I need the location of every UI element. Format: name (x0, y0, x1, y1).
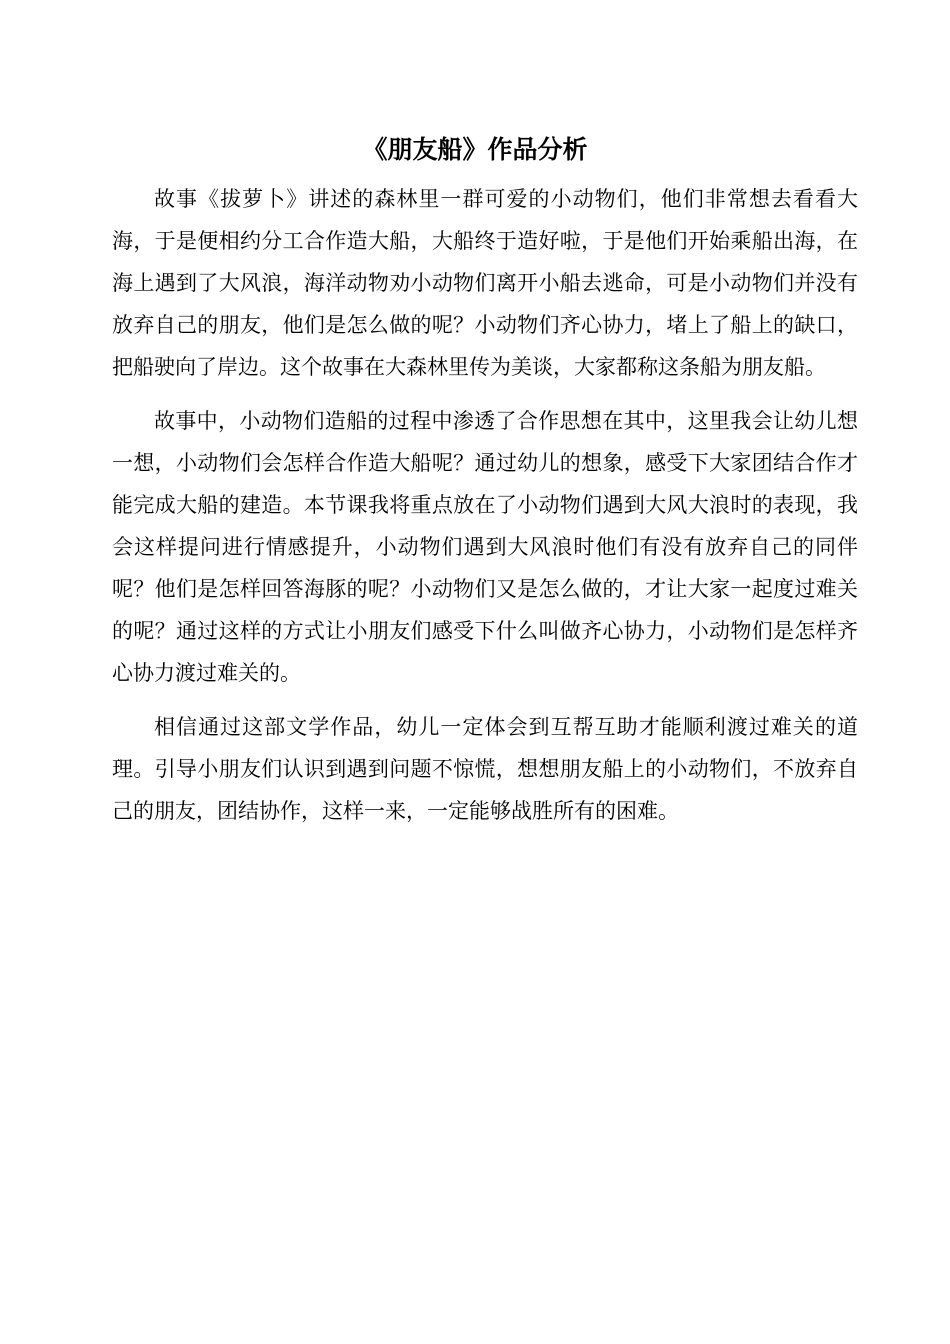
document-body (112, 178, 858, 832)
document-title: 《朋友船》作品分析 (362, 135, 588, 164)
paragraph-1: 故事《拔萝卜》讲述的森林里一群可爱的小动物们，他们非常想去看看大海，于是便相约分工合作造大船，大船终于造好啦，于是他们开始乘船出海，在海上遇到了大风浪，海洋动物劝小动物们离开小船去逃命，可是小动物们并没有放弃自己的朋友，他们是怎么做的呢？小动物们齐心协力，堵上了船上的缺口，把船驶向了岸边。这个故事在大森林里传为美谈，大家都称这条船为朋友船。 (112, 187, 858, 379)
paragraph-3: 相信通过这部文学作品，幼儿一定体会到互帮互助才能顺利渡过难关的道理。引导小朋友们认识到遇到问题不惊慌，想想朋友船上的小动物们，不放弃自己的朋友，团结协作，这样一来，一定能够战胜所有的困难。 (112, 715, 858, 823)
paragraph-2: 故事中，小动物们造船的过程中渗透了合作思想在其中，这里我会让幼儿想一想，小动物们会怎样合作造大船呢？通过幼儿的想象，感受下大家团结合作才能完成大船的建造。本节课我将重点放在了小动物们遇到大风大浪时的表现，我会这样提问进行情感提升，小动物们遇到大风浪时他们有没有放弃自己的同伴呢？他们是怎样回答海豚的呢？小动物们又是怎么做的，才让大家一起度过难关的呢？通过这样的方式让小朋友们感受下什么叫做齐心协力，小动物们是怎样齐心协力渡过难关的。 (112, 409, 858, 685)
